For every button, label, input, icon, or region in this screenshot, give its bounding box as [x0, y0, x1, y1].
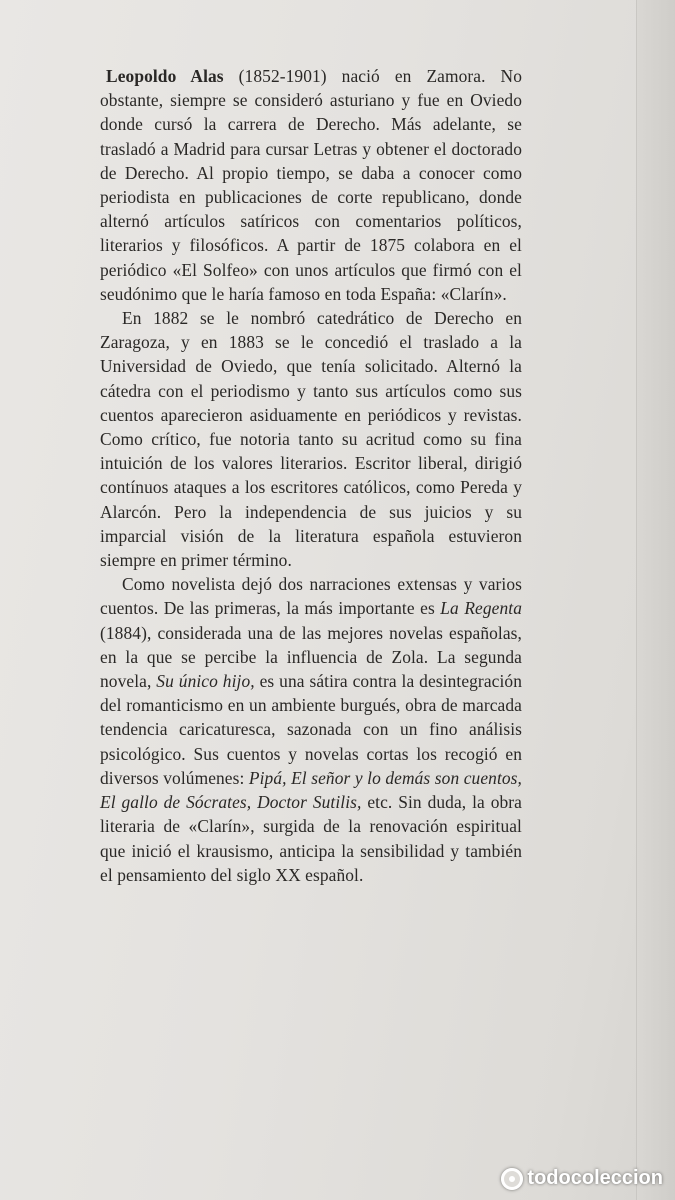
book-titles-short-stories: Pipá, El señor y lo demás son cuentos, El gallo de Sócrates, Doctor Sutilis, [100, 767, 522, 813]
paragraph-2: En 1882 se le nombró catedrático de Derecho en Zaragoza, y en 1883 se le concedió el traslado a la Universidad de Oviedo, que tenía solicitado. Alternó la cátedra con el periodismo y tanto sus artículos como sus cuentos aparecieron asiduamente en periódicos y revistas. Como crítico, fue notoria tanto su acritud como su fina intuición de los valores literarios. Escritor liberal, dirigió contínuos ataques a los escritores católicos, como Pereda y Alarcón. Pero la independencia de sus juicios y su imparcial visión de la literatura española estuvieron siempre en primer término. [100, 308, 522, 571]
paragraph-3-text-3: es una sátira contra la desintegración del romanticismo en un ambiente burgués, obra de marcada tendencia caricaturesca, sazonada con un fino análisis psicológico. Sus cuentos y novelas cortas los recogió en diversos volúmenes: [100, 671, 522, 788]
watermark [501, 1167, 663, 1190]
book-title-la-regenta: La Regenta [440, 598, 522, 619]
book-title-su-unico-hijo: Su único hijo, [156, 671, 255, 692]
paragraph-3-text-4: etc. Sin duda, la obra literaria de «Clarín», surgida de la renovación espiritual que inició el krausismo, anticipa la sensibilidad y también el pensamiento del siglo XX español. [100, 792, 522, 885]
paragraph-1 [100, 64, 522, 306]
todocoleccion-logo-icon [501, 1168, 523, 1190]
author-name: Leopoldo Alas [106, 66, 224, 86]
biography-text [100, 64, 522, 887]
page-edge [636, 0, 675, 1200]
paragraph-3 [100, 572, 522, 887]
paragraph-3-text-2: (1884), considerada una de las mejores novelas españolas, en la que se percibe la influencia de Zola. La segunda novela, [100, 622, 522, 692]
watermark-text: todocoleccion [527, 1167, 663, 1189]
paragraph-3-text-1: Como novelista dejó dos narraciones extensas y varios cuentos. De las primeras, la más importante es [100, 574, 522, 619]
paragraph-1-text: (1852-1901) nació en Zamora. No obstante, siempre se consideró asturiano y fue en Oviedo donde cursó la carrera de Derecho. Más adelante, se trasladó a Madrid para cursar Letras y obtener el doctorado de Derecho. Al propio tiempo, se daba a conocer como periodista en publicaciones de corte republicano, donde alternó artículos satíricos con comentarios políticos, literarios y filosóficos. A partir de 1875 colabora en el periódico «El Solfeo» con unos artículos que firmó con el seudónimo que le haría famoso en toda España: «Clarín». [100, 66, 523, 304]
